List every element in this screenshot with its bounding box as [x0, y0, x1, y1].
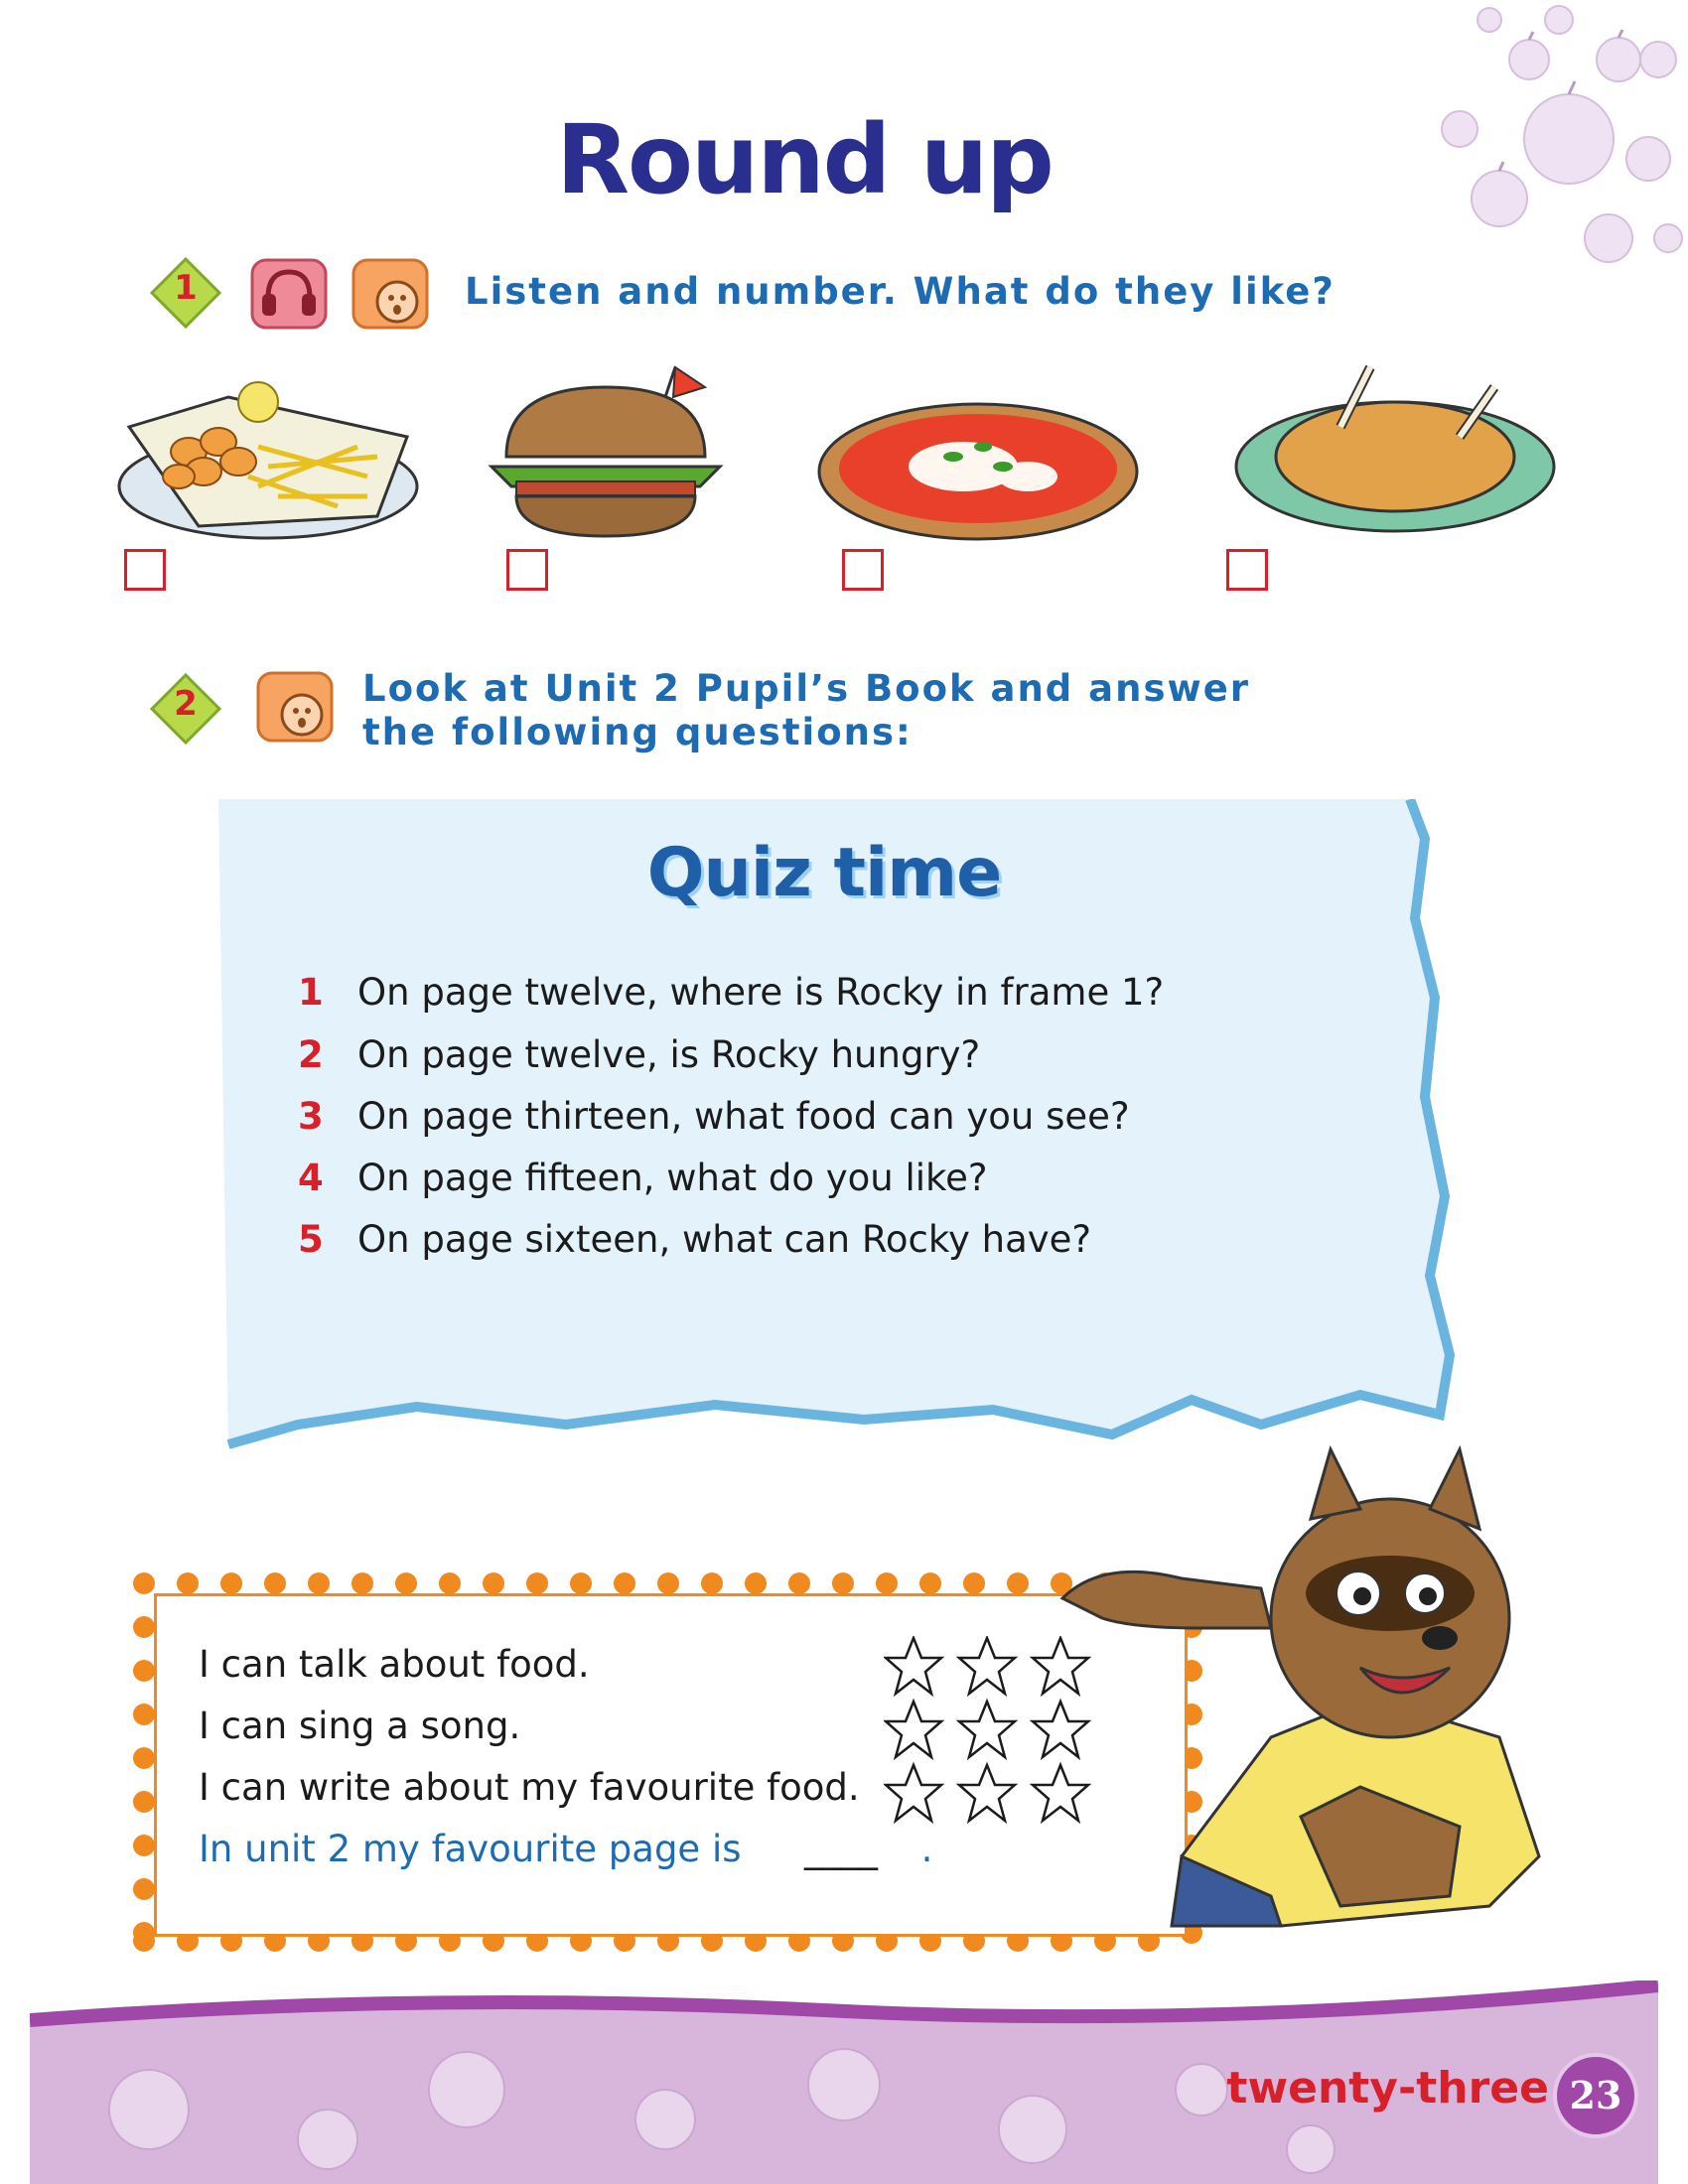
border-dot: [701, 1572, 723, 1594]
question-text: On page thirteen, what food can you see?: [357, 1095, 1130, 1138]
quiz-question: [298, 1157, 988, 1212]
border-dot: [788, 1572, 810, 1594]
page-number-word: twenty-three: [1226, 2063, 1549, 2114]
star-icon: [886, 1765, 941, 1821]
border-dot: [395, 1572, 417, 1594]
border-dot: [570, 1572, 592, 1594]
exercise-1-number: 1: [174, 268, 198, 308]
answer-box-2[interactable]: [506, 549, 548, 591]
question-text: On page twelve, is Rocky hungry?: [357, 1033, 981, 1076]
can-do-statement: I can talk about food.: [199, 1643, 590, 1686]
speaking-icon: [352, 258, 429, 330]
headphones-icon: [250, 258, 328, 330]
exercise-2-instruction-line2: the following questions:: [362, 711, 913, 753]
star-icon: [886, 1638, 941, 1694]
question-number: 2: [298, 1033, 324, 1076]
border-dot: [657, 1572, 679, 1594]
period: .: [920, 1828, 933, 1870]
quiz-title: Quiz time: [646, 834, 1002, 912]
page-number-badge: 23: [1553, 2053, 1638, 2138]
star-icon: [959, 1765, 1015, 1821]
border-dot: [133, 1878, 155, 1900]
border-dot: [220, 1572, 242, 1594]
page-title: Round up: [556, 104, 1053, 215]
exercise-1-instruction: Listen and number. What do they like?: [465, 270, 1336, 313]
border-dot: [919, 1572, 941, 1594]
roast-chicken-icon: [1231, 347, 1559, 546]
border-dot: [614, 1572, 635, 1594]
question-number: 5: [298, 1218, 324, 1261]
favourite-page-text: In unit 2 my favourite page is: [199, 1828, 742, 1870]
border-dot: [264, 1572, 286, 1594]
quiz-question: [298, 1095, 1130, 1151]
border-dot: [526, 1572, 548, 1594]
quiz-question: [298, 971, 1164, 1026]
border-dot: [133, 1660, 155, 1682]
border-dot: [133, 1922, 155, 1944]
pizza-icon: [814, 397, 1142, 546]
question-text: On page sixteen, what can Rocky have?: [357, 1218, 1092, 1261]
border-dot: [133, 1572, 155, 1594]
question-number: 3: [298, 1095, 324, 1138]
border-dot: [133, 1791, 155, 1813]
star-icon: [959, 1702, 1015, 1757]
border-dot: [133, 1835, 155, 1856]
border-dot: [1007, 1572, 1029, 1594]
speaking-icon: [256, 671, 334, 743]
exercise-2-instruction-line1: Look at Unit 2 Pupil’s Book and answer: [362, 667, 1251, 710]
question-text: On page twelve, where is Rocky in frame 1?: [357, 971, 1165, 1014]
border-dot: [483, 1572, 504, 1594]
exercise-2-number: 2: [174, 684, 198, 724]
answer-box-4[interactable]: [1226, 549, 1268, 591]
star-icon: [886, 1702, 941, 1757]
favourite-page-blank[interactable]: ____: [804, 1828, 879, 1870]
quiz-question: [298, 1218, 1091, 1274]
can-do-statement: I can sing a song.: [199, 1705, 521, 1747]
border-dot: [133, 1747, 155, 1769]
border-dot: [133, 1704, 155, 1725]
question-text: On page fifteen, what do you like?: [357, 1157, 988, 1199]
border-dot: [439, 1572, 461, 1594]
fish-and-chips-icon: [109, 357, 427, 556]
question-number: 4: [298, 1157, 324, 1199]
raccoon-character: [1043, 1439, 1579, 1946]
favourite-page-line: [199, 1828, 932, 1883]
border-dot: [133, 1616, 155, 1638]
border-dot: [832, 1572, 854, 1594]
question-number: 1: [298, 971, 324, 1014]
answer-box-3[interactable]: [842, 549, 884, 591]
border-dot: [308, 1572, 330, 1594]
border-dot: [963, 1572, 985, 1594]
burger-icon: [477, 347, 735, 556]
border-dot: [177, 1572, 199, 1594]
star-icon: [959, 1638, 1015, 1694]
border-dot: [876, 1572, 898, 1594]
border-dot: [352, 1572, 373, 1594]
border-dot: [745, 1572, 767, 1594]
answer-box-1[interactable]: [124, 549, 166, 591]
can-do-statement: I can write about my favourite food.: [199, 1766, 860, 1809]
quiz-question: [298, 1033, 980, 1089]
